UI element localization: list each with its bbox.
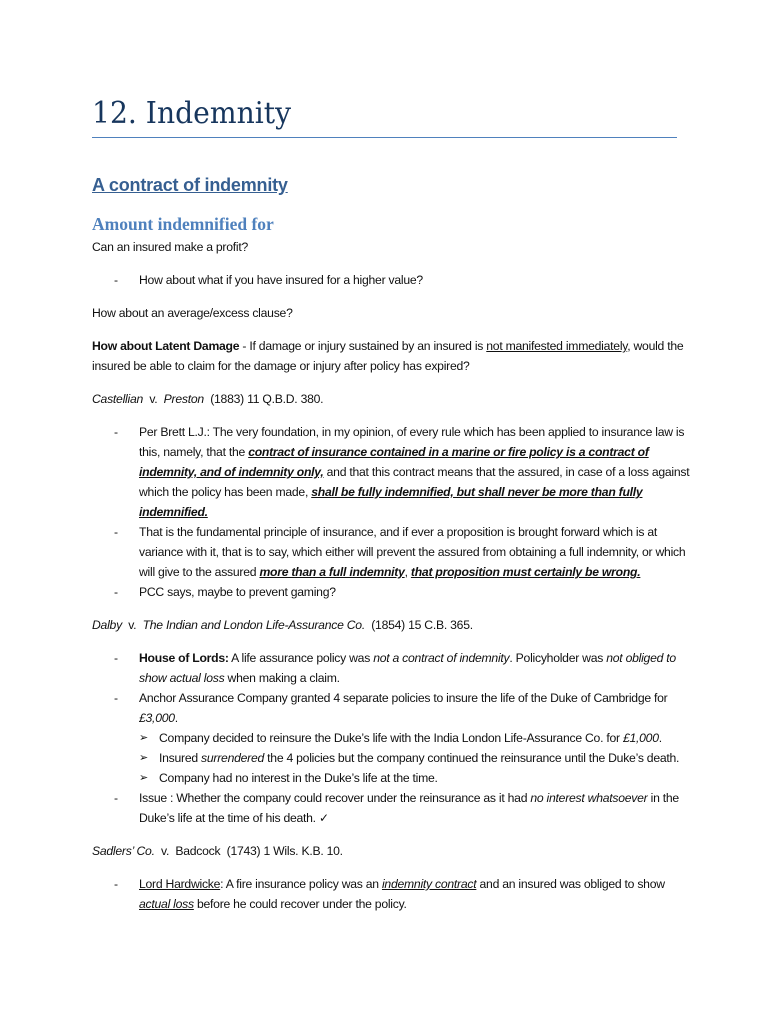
case-citation: Dalby v. The Indian and London Life-Assurance Co. (1854) 15 C.B. 365. <box>92 618 473 632</box>
case-citation: Sadlers’ Co. v. Badcock (1743) 1 Wils. K.B. 10. <box>92 844 343 858</box>
latent-damage-label: How about Latent Damage <box>92 339 240 353</box>
list-item: - Anchor Assurance Company granted 4 separate policies to insure the life of the Duke of Cambridge for £3,000. ➢ Company decided to reinsure the Duke’s life with the India London Life-Assurance Co. for £1,000. ➢ Insured surrendered the 4 policies but the company continued the reinsurance until the Duke’s death. ➢ Company had no interest in the Duke’s life at the time. <box>92 688 692 788</box>
list-item: - Lord Hardwicke: A fire insurance policy was an indemnity contract and an insured was obliged to show actual loss before he could recover under the policy. <box>92 874 692 914</box>
latent-damage-paragraph: How about Latent Damage - If damage or injury sustained by an insured is not manifested immediately, would the insured be able to claim for the damage or injury after policy has expired? <box>92 339 684 373</box>
sub-list-item: ➢ Insured surrendered the 4 policies but the company continued the reinsurance until the Duke’s death. <box>139 748 692 768</box>
list-item: - That is the fundamental principle of insurance, and if ever a proposition is brought forward which is at variance with it, that is to say, which either will prevent the assured from obtaining a full indemnity, or which will give to the assured more than a full indemnity, that proposition must certainly be wrong. <box>92 522 692 582</box>
emphasis: that proposition must certainly be wrong. <box>410 565 641 579</box>
question-profit: Can an insured make a profit? <box>92 240 249 254</box>
section-heading: A contract of indemnity <box>92 175 288 195</box>
sub-list-item: ➢ Company had no interest in the Duke’s life at the time. <box>139 768 692 788</box>
case-party: Sadlers’ Co. <box>92 844 155 858</box>
case-party: Dalby <box>92 618 122 632</box>
emphasis: indemnity contract <box>381 877 477 891</box>
emphasis: contract of insurance contained in a marine or fire policy is a contract of indemnity, and of indemnity only, <box>139 445 649 479</box>
case-party: Badcock <box>175 844 221 858</box>
emphasis: actual loss <box>139 897 194 911</box>
list-item: - PCC says, maybe to prevent gaming? <box>92 582 692 602</box>
sub-list <box>139 728 692 788</box>
title-divider <box>92 137 677 138</box>
question-list <box>92 270 692 290</box>
list-item: - House of Lords: A life assurance policy was not a contract of indemnity. Policyholder was not obliged to show actual loss when making a claim. <box>92 648 692 688</box>
list-item: - How about what if you have insured for a higher value? <box>92 270 692 290</box>
case-party: The Indian and London Life-Assurance Co. <box>142 618 365 632</box>
sub-list-item: ➢ Company decided to reinsure the Duke’s life with the India London Life-Assurance Co. for £1,000. <box>139 728 692 748</box>
case-notes-list <box>92 648 692 828</box>
list-item: - Per Brett L.J.: The very foundation, in my opinion, of every rule which has been applied to insurance law is this, namely, that the contract of insurance contained in a marine or fire policy is a contract of indemnity, and of indemnity only, and that this contract means that the assured, in case of a loss against which the policy has been made, shall be fully indemnified, but shall never be more than fully indemnified. <box>92 422 692 522</box>
emphasis: more than a full indemnity <box>259 565 405 579</box>
list-item: - Issue : Whether the company could recover under the reinsurance as it had no interest whatsoever in the Duke’s life at the time of his death. ✓ <box>92 788 692 828</box>
case-party: Preston <box>163 392 204 406</box>
emphasis: shall be fully indemnified, but shall never be more than fully indemnified. <box>139 485 643 519</box>
question-average: How about an average/excess clause? <box>92 306 293 320</box>
emphasis: not manifested immediately <box>486 339 628 353</box>
judge-name: Lord Hardwicke <box>139 877 221 891</box>
case-notes-list <box>92 874 692 914</box>
case-notes-list <box>92 422 692 602</box>
case-citation: Castellian v. Preston (1883) 11 Q.B.D. 380. <box>92 392 324 406</box>
subsection-heading: Amount indemnified for <box>92 214 274 234</box>
case-party: Castellian <box>92 392 144 406</box>
checkmark-icon: ✓ <box>318 811 329 825</box>
page-title: 12. Indemnity <box>92 96 292 131</box>
document-body <box>92 237 692 914</box>
